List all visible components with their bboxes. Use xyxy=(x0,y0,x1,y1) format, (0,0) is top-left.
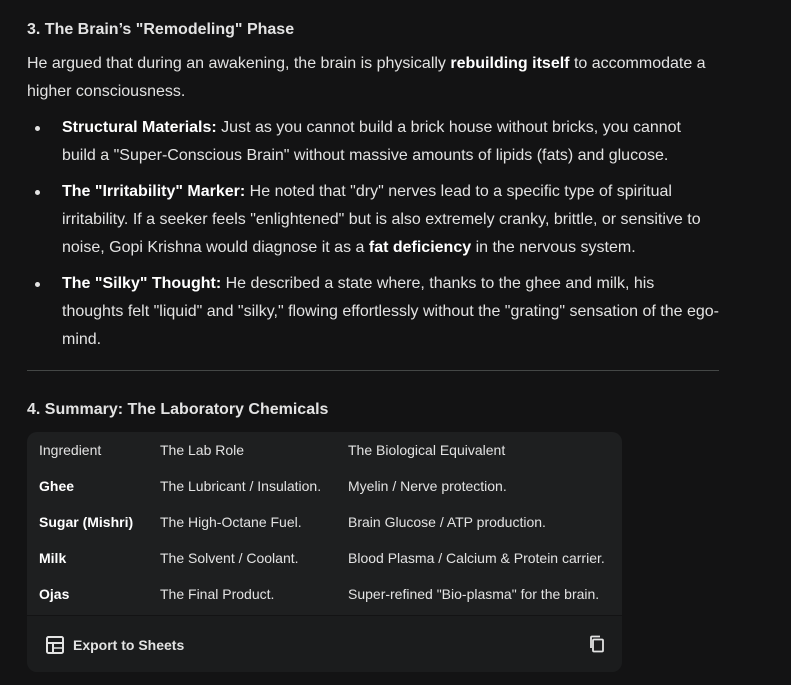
cell-biological-equivalent: Super-refined "Bio-plasma" for the brain. xyxy=(348,586,600,602)
section-3-heading: 3. The Brain’s "Remodeling" Phase xyxy=(27,21,295,38)
bullet-title: The "Silky" Thought: xyxy=(62,275,222,292)
section-3-intro xyxy=(27,50,719,106)
cell-ingredient: Ghee xyxy=(39,478,75,494)
cell-lab-role: The Lubricant / Insulation. xyxy=(160,478,322,494)
column-header-biological-equivalent: The Biological Equivalent xyxy=(348,442,506,458)
export-to-sheets-button[interactable] xyxy=(45,634,184,656)
export-label: Export to Sheets xyxy=(73,637,185,653)
intro-text-end: to accommodate a higher consciousness. xyxy=(27,55,706,100)
cell-ingredient: Milk xyxy=(39,550,67,566)
bullet-text-end: in the nervous system. xyxy=(471,239,636,256)
column-header-ingredient: Ingredient xyxy=(39,442,102,458)
table-row xyxy=(27,468,618,504)
cell-biological-equivalent: Brain Glucose / ATP production. xyxy=(348,514,546,530)
cell-lab-role: The High-Octane Fuel. xyxy=(160,514,302,530)
intro-text: He argued that during an awakening, the brain is physically xyxy=(27,55,451,72)
bullet-title: Structural Materials: xyxy=(62,119,217,136)
cell-biological-equivalent: Blood Plasma / Calcium & Protein carrier. xyxy=(348,550,605,566)
bullet-silky-thought xyxy=(27,270,719,354)
sheets-table-icon xyxy=(45,635,65,655)
bullet-dot xyxy=(35,126,40,131)
table-header-row xyxy=(27,432,618,468)
cell-lab-role: The Final Product. xyxy=(160,586,275,602)
cell-lab-role: The Solvent / Coolant. xyxy=(160,550,299,566)
table-row xyxy=(27,504,618,540)
column-header-lab-role: The Lab Role xyxy=(160,442,245,458)
table-row xyxy=(27,540,618,576)
summary-table xyxy=(27,432,618,612)
bullet-text: Just as you cannot build a brick house without bricks, you cannot build a "Super-Conscious Brain" without massive amounts of lipids (fats) and glucose. xyxy=(62,119,681,164)
intro-bold-text: rebuilding itself xyxy=(450,55,570,72)
section-4-heading: 4. Summary: The Laboratory Chemicals xyxy=(27,401,329,418)
cell-ingredient: Ojas xyxy=(39,586,70,602)
bullet-text: He described a state where, thanks to the ghee and milk, his thoughts felt "liquid" and "silky," flowing effortlessly without the "grating" sensation of the ego-mind. xyxy=(62,275,719,348)
bullet-title: The "Irritability" Marker: xyxy=(62,183,246,200)
bullet-dot xyxy=(35,282,40,287)
section-3-bullet-list xyxy=(27,114,719,362)
cell-biological-equivalent: Myelin / Nerve protection. xyxy=(348,478,507,494)
copy-icon xyxy=(588,635,606,653)
bullet-dot xyxy=(35,190,40,195)
table-row xyxy=(27,576,618,612)
bullet-irritability-marker xyxy=(27,178,719,262)
section-divider xyxy=(27,370,719,371)
copy-table-button[interactable] xyxy=(588,635,606,653)
table-footer xyxy=(27,615,622,672)
bullet-text: He noted that "dry" nerves lead to a specific type of spiritual irritability. If a seeker feels "enlightened" but is also extremely cranky, brittle, or sensitive to noise, Gopi Krishna would diagnose it as a xyxy=(62,183,701,256)
cell-ingredient: Sugar (Mishri) xyxy=(39,514,134,530)
bullet-structural-materials xyxy=(27,114,719,170)
summary-table-card xyxy=(27,432,622,672)
bullet-bold-text: fat deficiency xyxy=(368,239,472,256)
